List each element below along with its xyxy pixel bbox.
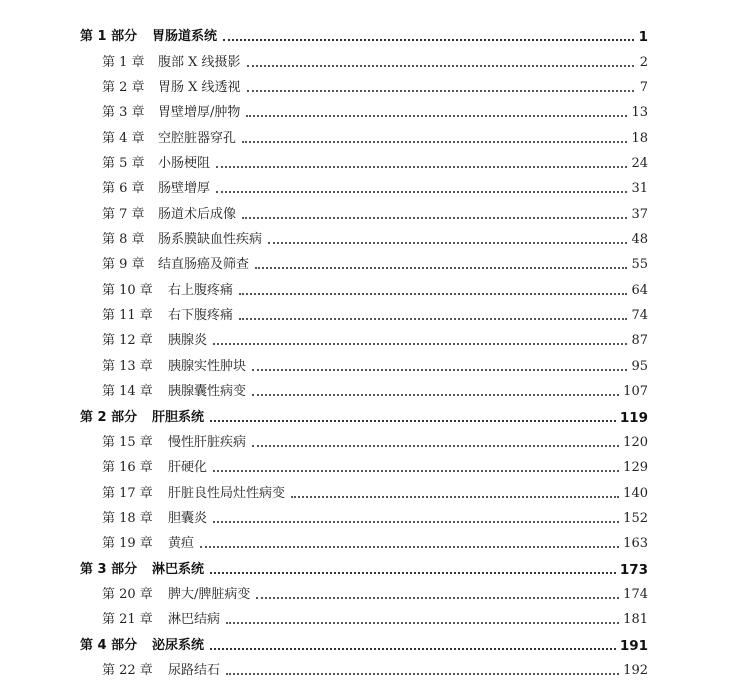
page-number: 140 — [623, 485, 648, 501]
toc-part-row[interactable] — [80, 552, 648, 577]
chapter-title: 小肠梗阻 — [158, 156, 211, 172]
page-number: 163 — [623, 536, 648, 552]
toc-chapter-row[interactable] — [80, 578, 648, 603]
chapter-number: 第 18 章 — [102, 510, 153, 526]
chapter-number: 第 9 章 — [102, 257, 145, 273]
toc-chapter-row[interactable] — [80, 654, 648, 679]
dot-leader — [216, 166, 627, 168]
chapter-title: 尿路结石 — [168, 662, 221, 678]
page-number: 48 — [631, 232, 648, 248]
dot-leader — [252, 394, 619, 396]
page-number: 1 — [638, 29, 648, 46]
page-number: 181 — [623, 612, 648, 628]
toc-chapter-row[interactable] — [80, 121, 648, 146]
toc-chapter-row[interactable] — [80, 147, 648, 172]
page-number: 119 — [619, 409, 648, 426]
part-number: 第 4 部分 — [80, 637, 138, 653]
chapter-title: 胰腺实性肿块 — [168, 358, 247, 374]
toc-chapter-row[interactable] — [80, 349, 648, 374]
dot-leader — [246, 115, 627, 117]
toc-chapter-row[interactable] — [80, 248, 648, 273]
chapter-number: 第 15 章 — [102, 434, 153, 450]
page-number: 31 — [631, 181, 648, 197]
dot-leader — [226, 673, 619, 675]
chapter-number: 第 13 章 — [102, 358, 153, 374]
chapter-number: 第 1 章 — [102, 54, 145, 70]
toc-chapter-row[interactable] — [80, 299, 648, 324]
dot-leader — [256, 597, 619, 599]
chapter-number: 第 11 章 — [102, 308, 153, 324]
chapter-title: 右上腹疼痛 — [168, 282, 234, 298]
dot-leader — [242, 217, 627, 219]
page-number: 152 — [623, 510, 648, 526]
page-number: 74 — [631, 308, 648, 324]
chapter-title: 肠道术后成像 — [158, 206, 237, 222]
chapter-title: 右下腹疼痛 — [168, 308, 234, 324]
part-title: 胃肠道系统 — [152, 29, 218, 45]
page-number: 2 — [639, 54, 648, 70]
chapter-number: 第 8 章 — [102, 232, 145, 248]
page-number: 174 — [623, 586, 648, 602]
toc-chapter-row[interactable] — [80, 45, 648, 70]
dot-leader — [216, 191, 627, 193]
chapter-title: 脾大/脾脏病变 — [168, 586, 251, 602]
chapter-number: 第 2 章 — [102, 80, 145, 96]
toc-chapter-row[interactable] — [80, 426, 648, 451]
chapter-number: 第 16 章 — [102, 460, 153, 476]
chapter-number: 第 4 章 — [102, 130, 145, 146]
dot-leader — [252, 369, 627, 371]
chapter-title: 淋巴结病 — [168, 612, 221, 628]
page-number: 7 — [639, 80, 648, 96]
chapter-title: 慢性肝脏疾病 — [168, 434, 247, 450]
toc-chapter-row[interactable] — [80, 197, 648, 222]
dot-leader — [239, 293, 627, 295]
dot-leader — [291, 496, 619, 498]
page-number: 191 — [619, 637, 648, 654]
dot-leader — [255, 267, 627, 269]
chapter-title: 胰腺囊性病变 — [168, 384, 247, 400]
dot-leader — [210, 648, 616, 650]
chapter-number: 第 12 章 — [102, 333, 153, 349]
toc-chapter-row[interactable] — [80, 324, 648, 349]
chapter-number: 第 22 章 — [102, 662, 153, 678]
toc-chapter-row[interactable] — [80, 223, 648, 248]
table-of-contents — [80, 20, 648, 679]
toc-chapter-row[interactable] — [80, 273, 648, 298]
toc-chapter-row[interactable] — [80, 451, 648, 476]
chapter-number: 第 20 章 — [102, 586, 153, 602]
chapter-title: 胆囊炎 — [168, 510, 208, 526]
page-number: 24 — [631, 156, 648, 172]
page-number: 87 — [631, 333, 648, 349]
chapter-number: 第 21 章 — [102, 612, 153, 628]
chapter-title: 胃壁增厚/肿物 — [158, 105, 241, 121]
part-number: 第 1 部分 — [80, 29, 138, 45]
dot-leader — [268, 242, 627, 244]
dot-leader — [247, 65, 634, 67]
toc-part-row[interactable] — [80, 20, 648, 45]
part-number: 第 3 部分 — [80, 561, 138, 577]
chapter-title: 黄疸 — [168, 536, 195, 552]
dot-leader — [247, 90, 634, 92]
page-number: 192 — [623, 662, 648, 678]
chapter-number: 第 6 章 — [102, 181, 145, 197]
page-number: 95 — [631, 358, 648, 374]
dot-leader — [200, 546, 619, 548]
toc-chapter-row[interactable] — [80, 96, 648, 121]
chapter-title: 结直肠癌及筛查 — [158, 257, 250, 273]
chapter-number: 第 17 章 — [102, 485, 153, 501]
dot-leader — [210, 420, 616, 422]
dot-leader — [239, 318, 627, 320]
toc-chapter-row[interactable] — [80, 527, 648, 552]
dot-leader — [252, 445, 619, 447]
chapter-number: 第 5 章 — [102, 156, 145, 172]
dot-leader — [242, 141, 627, 143]
page-number: 64 — [631, 282, 648, 298]
toc-chapter-row[interactable] — [80, 71, 648, 96]
chapter-number: 第 7 章 — [102, 206, 145, 222]
dot-leader — [213, 521, 619, 523]
toc-chapter-row[interactable] — [80, 172, 648, 197]
chapter-title: 肠壁增厚 — [158, 181, 211, 197]
chapter-number: 第 19 章 — [102, 536, 153, 552]
page-number: 55 — [631, 257, 648, 273]
toc-part-row[interactable] — [80, 400, 648, 425]
dot-leader — [223, 39, 634, 41]
chapter-number: 第 10 章 — [102, 282, 153, 298]
chapter-title: 空腔脏器穿孔 — [158, 130, 237, 146]
page-number: 18 — [631, 130, 648, 146]
toc-part-row[interactable] — [80, 628, 648, 653]
dot-leader — [213, 343, 627, 345]
page-number: 13 — [631, 105, 648, 121]
page-number: 129 — [623, 460, 648, 476]
toc-chapter-row[interactable] — [80, 375, 648, 400]
dot-leader — [210, 572, 616, 574]
part-title: 泌尿系统 — [152, 637, 205, 653]
part-title: 淋巴系统 — [152, 561, 205, 577]
chapter-title: 肝脏良性局灶性病变 — [168, 485, 286, 501]
chapter-title: 腹部 X 线摄影 — [158, 54, 241, 70]
toc-chapter-row[interactable] — [80, 476, 648, 501]
chapter-title: 肝硬化 — [168, 460, 208, 476]
page-number: 173 — [619, 561, 648, 578]
chapter-number: 第 14 章 — [102, 384, 153, 400]
toc-chapter-row[interactable] — [80, 502, 648, 527]
page-number: 120 — [623, 434, 648, 450]
chapter-title: 肠系膜缺血性疾病 — [158, 232, 263, 248]
part-title: 肝胆系统 — [152, 409, 205, 425]
chapter-title: 胰腺炎 — [168, 333, 208, 349]
dot-leader — [213, 470, 619, 472]
chapter-title: 胃肠 X 线透视 — [158, 80, 241, 96]
chapter-number: 第 3 章 — [102, 105, 145, 121]
toc-chapter-row[interactable] — [80, 603, 648, 628]
page-number: 37 — [631, 206, 648, 222]
page-number: 107 — [623, 384, 648, 400]
dot-leader — [226, 622, 619, 624]
part-number: 第 2 部分 — [80, 409, 138, 425]
